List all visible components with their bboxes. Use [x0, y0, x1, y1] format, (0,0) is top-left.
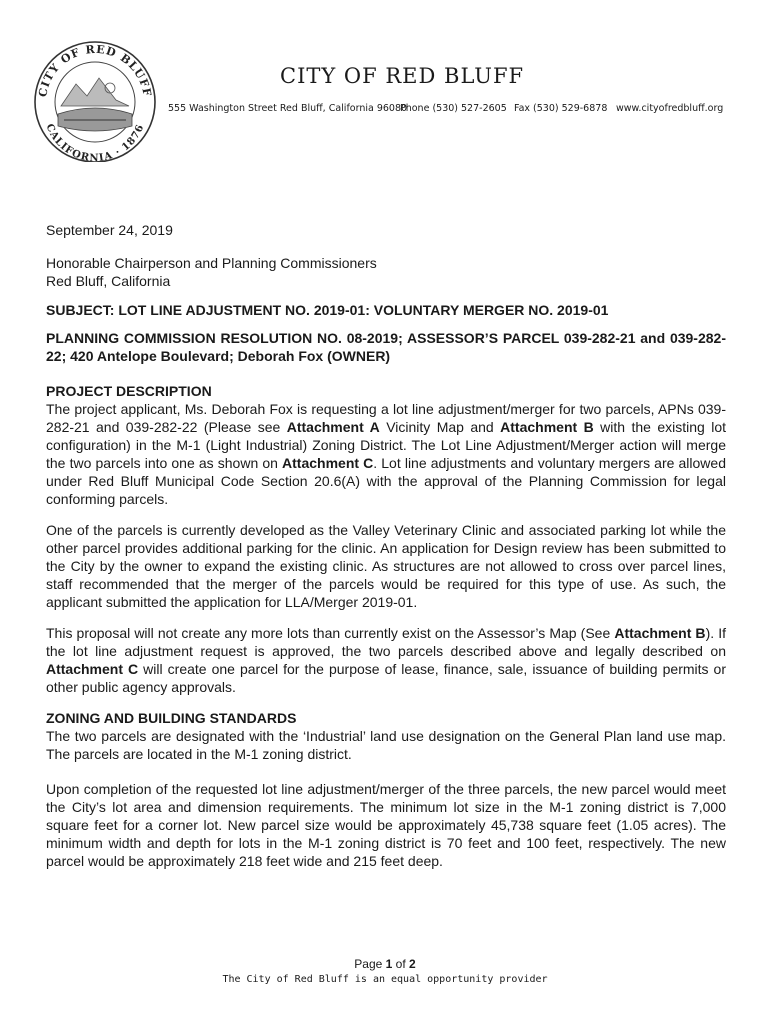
letter-date: September 24, 2019 — [46, 222, 173, 238]
letterhead-address: 555 Washington Street Red Bluff, California 96080 — [168, 103, 408, 114]
equal-opportunity-note: The City of Red Bluff is an equal opportunity provider — [222, 974, 548, 985]
text-run: ). If the lot line adjustment request is approved, the two parcels described above and legally described on — [46, 625, 726, 659]
letterhead-website: www.cityofredbluff.org — [616, 103, 724, 114]
project-description-paragraph-3 — [46, 624, 726, 696]
letterhead-contact-line — [168, 103, 728, 114]
letter-body — [46, 221, 726, 883]
page-label: Page — [354, 957, 383, 971]
attachment-b-ref: Attachment B — [614, 625, 706, 641]
attachment-a-ref: Attachment A — [286, 419, 380, 435]
seal-bottom-text: CALIFORNIA · 1876 — [43, 122, 147, 162]
resolution-line: PLANNING COMMISSION RESOLUTION NO. 08-2019; ASSESSOR’S PARCEL 039-282-21 and 039-282-22; 420 Antelope Boulevard; Deborah Fox (OWNER) — [46, 330, 726, 364]
attachment-b-ref: Attachment B — [500, 419, 594, 435]
project-description-paragraph-2: One of the parcels is currently developed as the Valley Veterinary Clinic and associated parking lot while the other parcel provides additional parking for the clinic. An application for Design review has been submitted to the City by the owner to expand the existing clinic. As structures are not allowed to cross over parcel lines, staff recommended that the merger of the parcels would be required for this type of use. As such, the applicant submitted the application for LLA/Merger 2019-01. — [46, 522, 726, 610]
letterhead-phone: Phone (530) 527-2605 — [400, 103, 507, 114]
text-run: The project applicant, Ms. Deborah Fox is requesting a lot line adjustment/merger for two parcels, APNs 039-282-21 and 039-282-22 (Please see — [46, 401, 726, 435]
page-number — [0, 957, 770, 971]
subject-line: SUBJECT: LOT LINE ADJUSTMENT NO. 2019-01: VOLUNTARY MERGER NO. 2019-01 — [46, 302, 609, 318]
attachment-c-ref: Attachment C — [282, 455, 374, 471]
project-description-paragraph-1 — [46, 400, 726, 508]
attachment-c-ref: Attachment C — [46, 661, 139, 677]
city-seal-logo — [24, 36, 166, 162]
recipient-line-2: Red Bluff, California — [46, 273, 171, 289]
recipient-line-1: Honorable Chairperson and Planning Commissioners — [46, 255, 377, 271]
project-description-heading: PROJECT DESCRIPTION — [46, 383, 212, 399]
zoning-heading: ZONING AND BUILDING STANDARDS — [46, 710, 297, 726]
page-of-label: of — [395, 957, 406, 971]
text-run: will create one parcel for the purpose of lease, finance, sale, issuance of building permits or other public agency approvals. — [46, 661, 726, 695]
recipient-block — [46, 254, 726, 290]
zoning-paragraph-1: The two parcels are designated with the ‘Industrial’ land use designation on the General Plan land use map. The parcels are located in the M-1 zoning district. — [46, 728, 726, 762]
page-current: 1 — [385, 957, 393, 971]
zoning-paragraph-2: Upon completion of the requested lot line adjustment/merger of the three parcels, the new parcel would meet the City’s lot area and dimension requirements. The minimum lot size in the M-1 zoning district is 7,000 square feet for a corner lot. New parcel size would be approximately 45,738 square feet (1.05 acres). The minimum width and depth for lots in the M-1 zoning district is 70 feet and 100 feet, respectively. The new parcel would be approximately 218 feet wide and 215 feet deep. — [46, 781, 726, 869]
text-run: This proposal will not create any more lots than currently exist on the Assessor’s Map (See — [46, 625, 615, 641]
city-title: CITY OF RED BLUFF — [280, 64, 525, 88]
text-run: with the existing lot configuration) in the M-1 (Light Industrial) Zoning District. The Lot Line Adjustment/Merger action will merge the two parcels into one as shown on — [46, 419, 727, 471]
text-run: Vicinity Map and — [379, 419, 501, 435]
letterhead-fax: Fax (530) 529-6878 — [514, 103, 608, 114]
text-run: . Lot line adjustments and voluntary mergers are allowed under Red Bluff Municipal Code Section 20.6(A) with the approval of the Planning Commission for legal conforming parcels. — [46, 455, 726, 507]
seal-top-text: CITY OF RED BLUFF — [36, 42, 154, 99]
page-total: 2 — [409, 957, 416, 971]
